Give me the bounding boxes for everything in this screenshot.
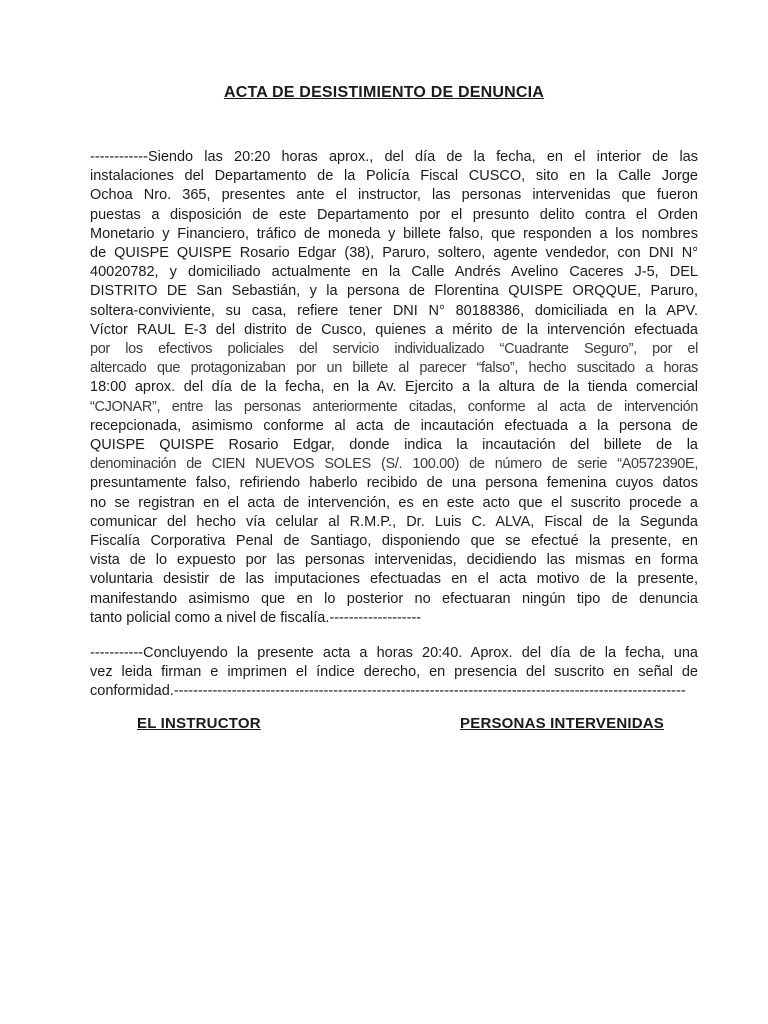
paragraph-line: recepcionada, asimismo conforme al acta de incautación efectuada a la persona de xyxy=(90,417,698,434)
paragraph-line: voluntaria desistir de las imputaciones efectuadas en el acta motivo de la presente, xyxy=(90,571,698,588)
paragraph-line: conformidad.---------------------------------------------------------------------------------------------------------- xyxy=(90,683,686,700)
paragraph-line: vista de lo expuesto por las personas intervenidas, decidiendo las mismas en forma xyxy=(90,552,698,569)
paragraph-line: DISTRITO DE San Sebastián, y la persona de Florentina QUISPE ORQQUE, Paruro, xyxy=(90,283,698,300)
paragraph-line: Monetario y Financiero, tráfico de moneda y billete falso, que responden a los nombres xyxy=(90,225,698,242)
paragraph-line: ------------Siendo las 20:20 horas aprox., del día de la fecha, en el interior de las xyxy=(90,149,698,165)
signature-intervened-persons-label: PERSONAS INTERVENIDAS xyxy=(460,714,664,732)
paragraph-line: puestas a disposición de este Departamento por el presunto delito contra el Orden xyxy=(90,206,698,223)
paragraph-line: manifestando asimismo que en lo posterior no efectuaran ningún tipo de denuncia xyxy=(90,590,698,607)
paragraph-line: comunicar del hecho vía celular al R.M.P., Dr. Luis C. ALVA, Fiscal de la Segunda xyxy=(90,513,698,530)
paragraph-line: Ochoa Nro. 365, presentes ante el instructor, las personas intervenidas que fueron xyxy=(90,187,698,204)
paragraph-line: 18:00 aprox. del día de la fecha, en la Av. Ejercito a la altura de la tienda comercial xyxy=(90,379,698,396)
paragraph-line: de QUISPE QUISPE Rosario Edgar (38), Paruro, soltero, agente vendedor, con DNI N° xyxy=(90,245,698,262)
paragraph-line: altercado que protagonizaban por un billete al parecer “falso”, hecho suscitado a horas xyxy=(90,360,698,377)
paragraph-line: Fiscalía Corporativa Penal de Santiago, disponiendo que se efectué la presente, en xyxy=(90,533,698,550)
paragraph-line: QUISPE QUISPE Rosario Edgar, donde indica la incautación del billete de la xyxy=(90,437,698,454)
paragraph-line: por los efectivos policiales del servicio individualizado “Cuadrante Seguro”, por el xyxy=(90,341,698,358)
paragraph-line: “CJONAR”, entre las personas anteriormente citadas, conforme al acta de intervención xyxy=(90,398,698,415)
paragraph-line: presuntamente falso, refiriendo haberlo recibido de una persona femenina cuyos datos xyxy=(90,475,698,492)
paragraph-closing xyxy=(90,644,698,702)
paragraph-line: 40020782, y domiciliado actualmente en la Calle Andrés Avelino Caceres J-5, DEL xyxy=(90,264,698,281)
paragraph-line: vez leida firman e imprimen el índice derecho, en presencia del suscrito en señal de xyxy=(90,664,698,681)
paragraph-line: -----------Concluyendo la presente acta a horas 20:40. Aprox. del día de la fecha, una xyxy=(90,645,698,662)
document-body xyxy=(90,148,698,702)
paragraph-line: instalaciones del Departamento de la Policía Fiscal CUSCO, sito en la Calle Jorge xyxy=(90,168,698,185)
paragraph-line: Víctor RAUL E-3 del distrito de Cusco, quienes a mérito de la intervención efectuada xyxy=(90,321,698,338)
paragraph-line: soltera-conviviente, su casa, refiere tener DNI N° 80188386, domiciliada en la APV. xyxy=(90,302,698,319)
signature-row xyxy=(90,715,698,732)
paragraph-line: denominación de CIEN NUEVOS SOLES (S/. 100.00) de número de serie “A0572390E, xyxy=(90,456,698,473)
document-title: ACTA DE DESISTIMIENTO DE DENUNCIA xyxy=(223,84,545,101)
paragraph-line: no se registran en el acta de intervención, es en este acto que el suscrito procede a xyxy=(90,494,698,511)
paragraph-line: tanto policial como a nivel de fiscalía.------------------- xyxy=(90,609,422,626)
paragraph-opening xyxy=(90,148,698,628)
signature-instructor-label: EL INSTRUCTOR xyxy=(137,714,261,732)
